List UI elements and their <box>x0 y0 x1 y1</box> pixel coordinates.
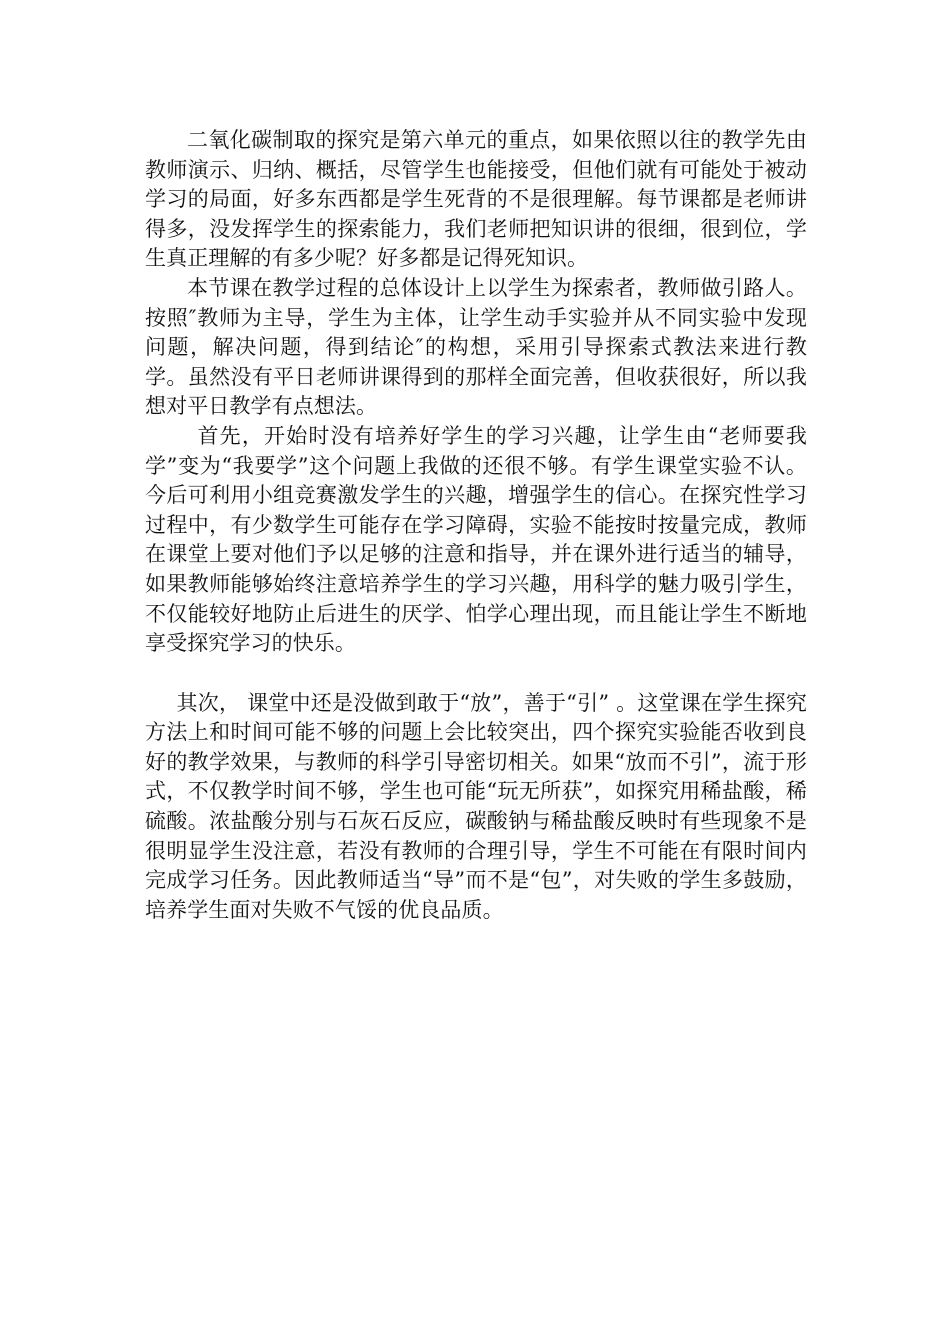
paragraph-intro: 二氧化碳制取的探究是第六单元的重点，如果依照以往的教学先由教师演示、归纳、概括，尽管学生也能接受，但他们就有可能处于被动学习的局面，好多东西都是学生死背的不是很理解。每节课都是老师讲得多，没发挥学生的探索能力，我们老师把知识讲的很细，很到位，学生真正理解的有多少呢？好多都是记得死知识。 <box>145 128 807 271</box>
paragraph-second-point: 其次， 课堂中还是没做到敢于“放”，善于“引” 。这堂课在学生探究方法上和时间可能不够的问题上会比较突出，四个探究实验能否收到良好的教学效果，与教师的科学引导密切相关。如果“放而不引”，流于形式，不仅教学时间不够，学生也可能“玩无所获”，如探究用稀盐酸，稀硫酸。浓盐酸分别与石灰石反应，碳酸钠与稀盐酸反映时有些现象不是很明显学生没注意，若没有教师的合理引导，学生不可能在有限时间内完成学习任务。因此教师适当“导”而不是“包”，对失败的学生多鼓励，培养学生面对失败不气馁的优良品质。 <box>145 690 807 922</box>
paragraph-first-point: 首先，开始时没有培养好学生的学习兴趣，让学生由“老师要我学”变为“我要学”这个问题上我做的还很不够。有学生课堂实验不认。今后可利用小组竞赛激发学生的兴趣，增强学生的信心。在探究性学习过程中，有少数学生可能存在学习障碍，实验不能按时按量完成，教师在课堂上要对他们予以足够的注意和指导，并在课外进行适当的辅导，如果教师能够始终注意培养学生的学习兴趣，用科学的魅力吸引学生，不仅能较好地防止后进生的厌学、怕学心理出现，而且能让学生不断地享受探究学习的快乐。 <box>145 423 807 656</box>
document-body <box>145 126 807 925</box>
paragraph-design: 本节课在教学过程的总体设计上以学生为探索者，教师做引路人。按照″教师为主导，学生为主体，让学生动手实验并从不同实验中发现问题，解决问题，得到结论″的构想，采用引导探索式教法来进行教学。虽然没有平日老师讲课得到的那样全面完善，但收获很好，所以我想对平日教学有点想法。 <box>145 275 807 419</box>
